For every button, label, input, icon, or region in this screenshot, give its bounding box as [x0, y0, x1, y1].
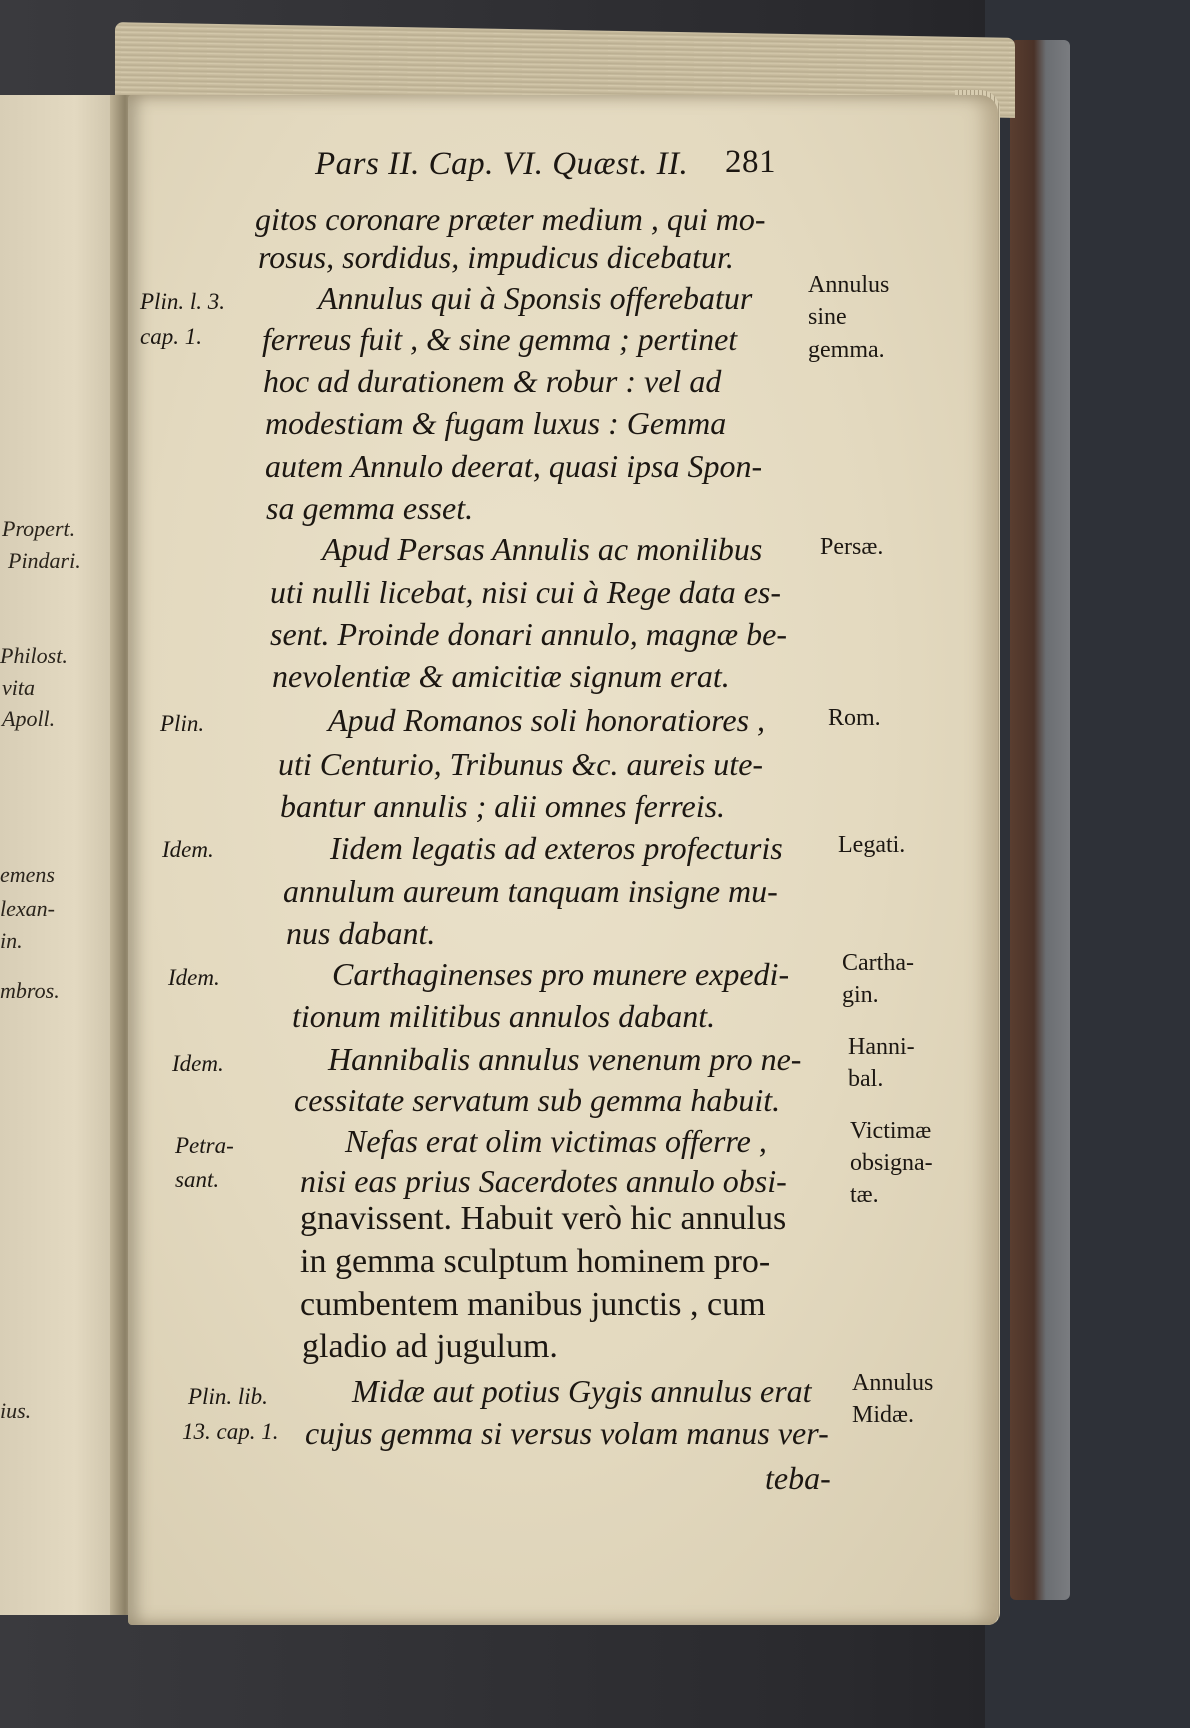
text-line: sent. Proinde donari annulo, magnæ be-: [270, 616, 787, 652]
margin-note: Idem.: [162, 837, 214, 862]
text-line: Annulus qui à Sponsis offerebatur: [318, 280, 753, 316]
text-line: Midæ aut potius Gygis annulus erat: [352, 1373, 812, 1409]
book-spine-edge: [1010, 40, 1070, 1600]
margin-note: Plin. l. 3.: [140, 289, 225, 314]
text-line: hoc ad durationem & robur : vel ad: [263, 363, 722, 399]
margin-note: 13. cap. 1.: [182, 1419, 279, 1444]
margin-note: gemma.: [808, 337, 885, 363]
text-line: in gemma sculptum hominem pro-: [300, 1243, 771, 1280]
facing-page-fragment: ius.: [0, 1398, 32, 1423]
margin-note: Cartha-: [842, 950, 914, 976]
margin-note: Rom.: [828, 705, 881, 731]
text-line: cujus gemma si versus volam manus ver-: [305, 1415, 829, 1451]
text-line: nisi eas prius Sacerdotes annulo obsi-: [300, 1163, 787, 1199]
page-number: 281: [725, 144, 776, 180]
text-line: Nefas erat olim victimas offerre ,: [345, 1123, 767, 1159]
margin-note: Plin. lib.: [188, 1384, 268, 1409]
text-line: Apud Romanos soli honoratiores ,: [328, 702, 766, 738]
facing-page-fragment: Apoll.: [2, 706, 56, 731]
text-line: Iidem legatis ad exteros profecturis: [330, 830, 783, 866]
text-line: Apud Persas Annulis ac monilibus: [322, 531, 763, 567]
margin-note: sine: [808, 304, 847, 330]
facing-page-fragment: Pindari.: [8, 548, 81, 573]
facing-page-fragment: in.: [0, 928, 23, 953]
margin-note: Annulus: [808, 272, 890, 298]
facing-page-fragment: mbros.: [0, 978, 60, 1003]
margin-note: Annulus: [852, 1370, 934, 1396]
text-line: cessitate servatum sub gemma habuit.: [294, 1082, 781, 1118]
text-line: nevolentiæ & amicitiæ signum erat.: [272, 658, 730, 694]
facing-page-fragment: Philost.: [0, 643, 68, 668]
facing-page: [0, 95, 125, 1615]
margin-note: Midæ.: [852, 1402, 915, 1428]
text-line: Hannibalis annulus venenum pro ne-: [328, 1041, 802, 1077]
margin-note: sant.: [175, 1167, 220, 1192]
text-line: gitos coronare præter medium , qui mo-: [255, 201, 766, 237]
running-head: Pars II. Cap. VI. Quæst. II.: [315, 146, 689, 182]
facing-page-fragment: vita: [2, 675, 35, 700]
text-line: tionum militibus annulos dabant.: [292, 998, 716, 1034]
margin-note: Legati.: [838, 832, 906, 858]
margin-note: obsigna-: [850, 1150, 933, 1176]
text-line: gnavissent. Habuit verò hic annulus: [300, 1200, 787, 1237]
text-line: nus dabant.: [286, 915, 436, 951]
margin-note: Petra-: [175, 1133, 234, 1158]
text-line: cumbentem manibus junctis , cum: [300, 1286, 766, 1323]
margin-note: Idem.: [172, 1051, 224, 1076]
margin-note: Idem.: [168, 965, 220, 990]
margin-note: Plin.: [160, 711, 205, 736]
text-line: uti Centurio, Tribunus &c. aureis ute-: [278, 746, 764, 782]
margin-note: cap. 1.: [140, 324, 202, 349]
margin-note: Victimæ: [850, 1118, 932, 1144]
margin-note: bal.: [848, 1066, 884, 1092]
text-line: rosus, sordidus, impudicus dicebatur.: [258, 239, 734, 275]
text-line: gladio ad jugulum.: [302, 1328, 558, 1365]
margin-note: tæ.: [850, 1182, 879, 1208]
text-line: uti nulli licebat, nisi cui à Rege data es-: [270, 574, 782, 610]
text-line: ferreus fuit , & sine gemma ; pertinet: [262, 321, 738, 357]
margin-note: Persæ.: [820, 534, 884, 560]
facing-page-fragment: lexan-: [0, 896, 55, 921]
text-line: sa gemma esset.: [266, 490, 474, 526]
facing-page-fragment: Propert.: [2, 516, 76, 541]
text-line: modestiam & fugam luxus : Gemma: [265, 405, 727, 441]
facing-page-fragment: emens: [0, 862, 55, 887]
text-line: Carthaginenses pro munere expedi-: [332, 956, 790, 992]
margin-note: Hanni-: [848, 1034, 915, 1060]
catchword: teba-: [765, 1460, 831, 1496]
text-line: annulum aureum tanquam insigne mu-: [283, 873, 778, 909]
text-line: bantur annulis ; alii omnes ferreis.: [280, 788, 726, 824]
margin-note: gin.: [842, 982, 879, 1008]
text-line: autem Annulo deerat, quasi ipsa Spon-: [265, 448, 763, 484]
